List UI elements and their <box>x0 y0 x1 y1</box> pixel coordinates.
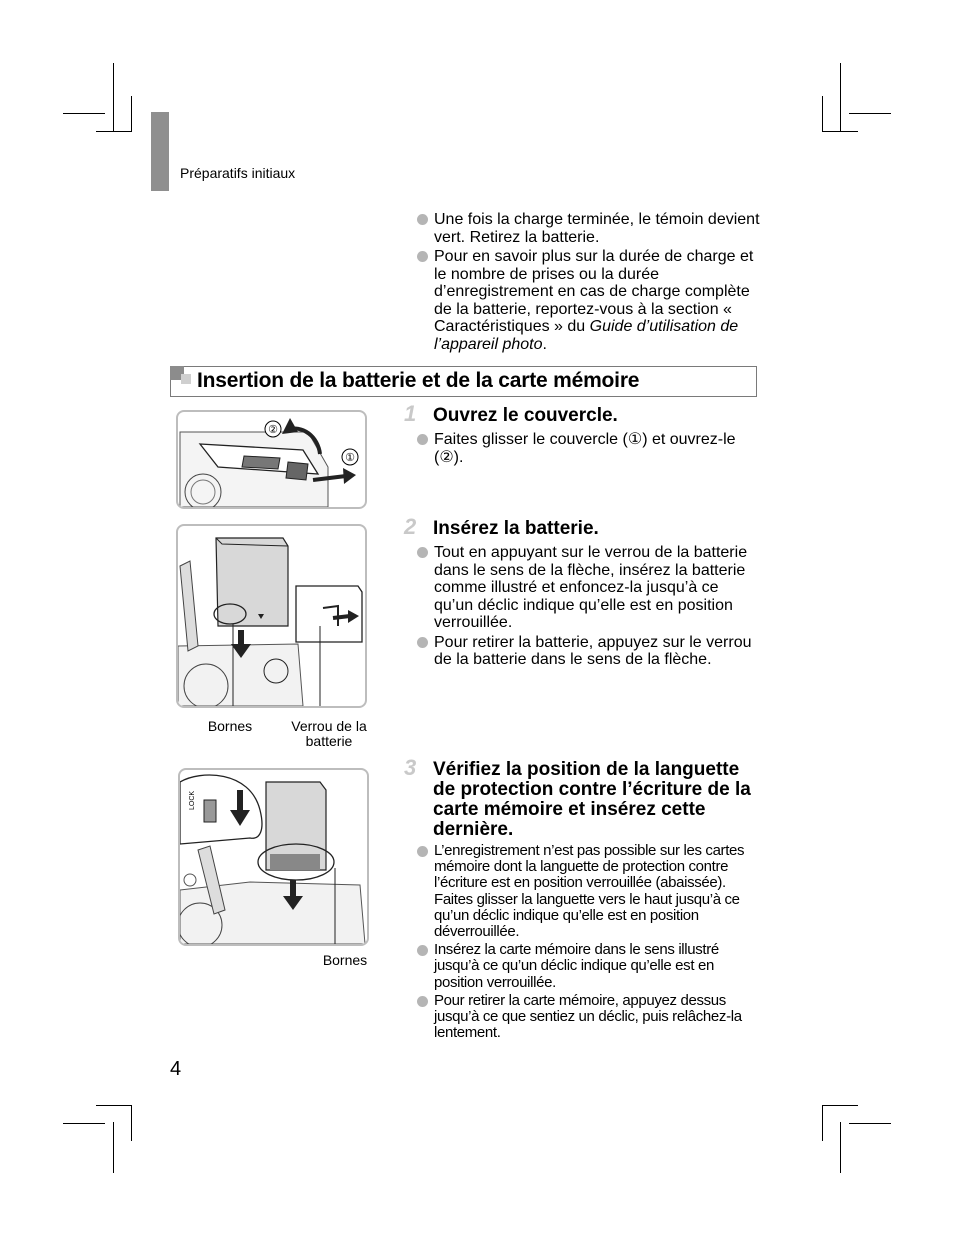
crop-mark <box>840 1122 841 1173</box>
crop-mark <box>63 1123 105 1124</box>
step-bullets <box>416 843 761 1043</box>
memory-card-drawing <box>180 770 367 944</box>
crop-mark <box>113 1122 114 1173</box>
crop-mark <box>822 1105 858 1106</box>
list-item: Tout en appuyant sur le verrou de la batterie dans le sens de la flèche, insérez la batterie comme illustré et enfoncez-la jusqu’à ce qu’un déclic indique qu’elle est en position verrouillée. <box>416 544 761 632</box>
caption-terminals: Bornes <box>207 718 253 734</box>
battery-drawing <box>178 526 365 706</box>
memory-card-illustration <box>178 768 369 946</box>
guide-title: Guide d’utilisation de l’appareil photo <box>434 318 739 353</box>
step-bullets <box>416 544 761 671</box>
cover-illustration <box>176 410 367 509</box>
crop-mark <box>96 131 132 132</box>
list-item: Pour retirer la carte mémoire, appuyez dessus jusqu’à ce que sentiez un déclic, puis relâchez-la lentement. <box>416 993 761 1042</box>
list-item: Une fois la charge terminée, le témoin devient vert. Retirez la batterie. <box>416 211 761 246</box>
crop-mark <box>822 1105 823 1141</box>
crop-mark <box>822 131 858 132</box>
crop-mark <box>849 1123 891 1124</box>
crop-mark <box>849 113 891 114</box>
list-item: Pour en savoir plus sur la durée de charge et le nombre de prises ou la durée d’enregistrement en cas de charge complète de la batterie, reportez-vous à la section « Caractéristiques » du Guide d’utilisation de l’appareil photo. <box>416 248 761 353</box>
marker-1: ① <box>345 452 355 464</box>
chapter-header: Préparatifs initiaux <box>180 165 296 181</box>
crop-mark <box>63 113 105 114</box>
step-number: 3 <box>404 755 417 780</box>
list-item: Pour retirer la batterie, appuyez sur le verrou de la batterie dans le sens de la flèche. <box>416 634 761 669</box>
section-title: Insertion de la batterie et de la carte mémoire <box>197 369 640 392</box>
crop-mark <box>96 1105 132 1106</box>
marker-2: ② <box>268 424 278 436</box>
list-item: Faites glisser le couvercle (①) et ouvrez-le (②). <box>416 431 761 466</box>
page-number: 4 <box>170 1058 182 1080</box>
crop-mark <box>113 63 114 131</box>
crop-mark <box>131 96 132 132</box>
crop-mark <box>131 1105 132 1141</box>
list-item: L’enregistrement n’est pas possible sur les cartes mémoire dont la languette de protection contre l’écriture est en position verrouillée (abaissée). Faites glisser la languette vers le haut jusqu’à ce qu’un déclic indique qu’elle est en position déverrouillée. <box>416 843 761 940</box>
step-bullets <box>416 431 761 468</box>
crop-mark <box>840 63 841 131</box>
section-marker <box>181 374 191 384</box>
step-title: Insérez la batterie. <box>433 518 599 539</box>
step-number: 2 <box>404 514 417 539</box>
caption-card-terminals: Bornes <box>322 952 368 968</box>
intro-bullets <box>416 211 761 355</box>
chapter-tab <box>151 112 169 191</box>
step-number: 1 <box>404 401 417 426</box>
crop-mark <box>822 96 823 132</box>
step-title: Vérifiez la position de la languette de protection contre l’écriture de la carte mémoire et insérez cette dernière. <box>433 759 751 840</box>
caption-battery-lock: Verrou de la batterie <box>291 718 367 749</box>
step-title: Ouvrez le couvercle. <box>433 405 618 426</box>
lock-label: LOCK <box>189 790 196 810</box>
list-item: Insérez la carte mémoire dans le sens illustré jusqu’à ce qu’un déclic indique qu’elle est en position verrouillée. <box>416 942 761 991</box>
battery-illustration <box>176 524 367 708</box>
cover-drawing <box>178 412 365 507</box>
